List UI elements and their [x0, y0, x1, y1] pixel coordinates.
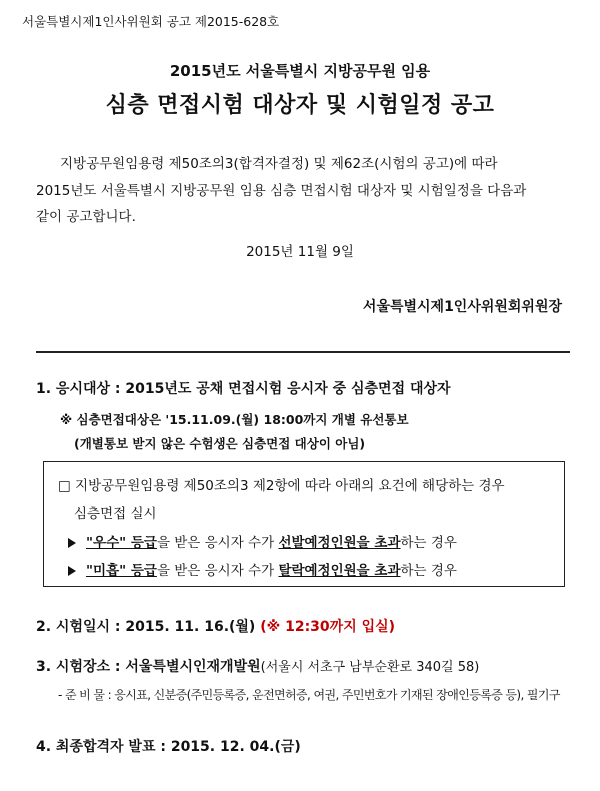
triangle-bullet-icon [68, 566, 76, 576]
section-1-subnote: (개별통보 받지 않은 수험생은 심층면접 대상이 아님) [74, 436, 366, 451]
condition-box-line-1: □ 지방공무원임용령 제50조의3 제2항에 따라 아래의 요건에 해당하는 경우 [58, 478, 505, 494]
document-title: 심층 면접시험 대상자 및 시험일정 공고 [105, 93, 495, 118]
check-in-deadline: (※ 12:30까지 입실) [260, 619, 396, 635]
section-1-note: ※ 심층면접대상은 '15.11.09.(월) 18:00까지 개별 유선통보 [60, 412, 409, 427]
issuer-name: 서울특별시제1인사위원회위원장 [362, 299, 562, 315]
section-2-heading [36, 616, 395, 636]
document-subtitle: 2015년도 서울특별시 지방공무원 임용 [169, 62, 431, 80]
required-items: - 준 비 물 : 응시표, 신분증(주민등록증, 운전면허증, 여권, 주민번호가 기재된 장애인등록증 등), 필기구 [58, 688, 560, 702]
section-1-heading: 1. 응시대상 : 2015년도 공채 면접시험 응시자 중 심층면접 대상자 [36, 381, 451, 397]
bullet-text: 을 받은 응시자 수가 [156, 535, 279, 551]
notice-date: 2015년 11월 9일 [246, 244, 354, 260]
bullet-text-end: 하는 경우 [400, 535, 457, 551]
condition-bullet-poor [68, 559, 457, 579]
section-3-heading [36, 656, 479, 676]
intro-line-1: 지방공무원임용령 제50조의3(합격자결정) 및 제62조(시험의 공고)에 따라 [60, 156, 498, 172]
intro-line-3: 같이 공고합니다. [36, 209, 136, 225]
exam-venue: 3. 시험장소 : 서울특별시인재개발원 [36, 659, 261, 675]
triangle-bullet-icon [68, 538, 76, 548]
section-4-heading: 4. 최종합격자 발표 : 2015. 12. 04.(금) [36, 739, 301, 755]
grade-poor: "미흡" 등급 [86, 563, 157, 579]
grade-excellent: "우수" 등급 [86, 535, 157, 551]
bullet-text: 을 받은 응시자 수가 [156, 563, 279, 579]
section-divider [36, 351, 570, 353]
condition-bullet-excellent [68, 531, 457, 551]
notice-number: 서울특별시제1인사위원회 공고 제2015-628호 [22, 14, 280, 29]
condition-box-line-2: 심층면접 실시 [74, 506, 157, 522]
venue-address: (서울시 서초구 남부순환로 340길 58) [260, 660, 480, 675]
bullet-text-end: 하는 경우 [400, 563, 457, 579]
condition-exceed-selection: 선발예정인원을 초과 [278, 535, 401, 551]
exam-date: 2. 시험일시 : 2015. 11. 16.(월) [36, 619, 261, 635]
condition-exceed-elimination: 탈락예정인원을 초과 [278, 563, 401, 579]
intro-line-2: 2015년도 서울특별시 지방공무원 임용 심층 면접시험 대상자 및 시험일정을 다음과 [36, 183, 527, 199]
